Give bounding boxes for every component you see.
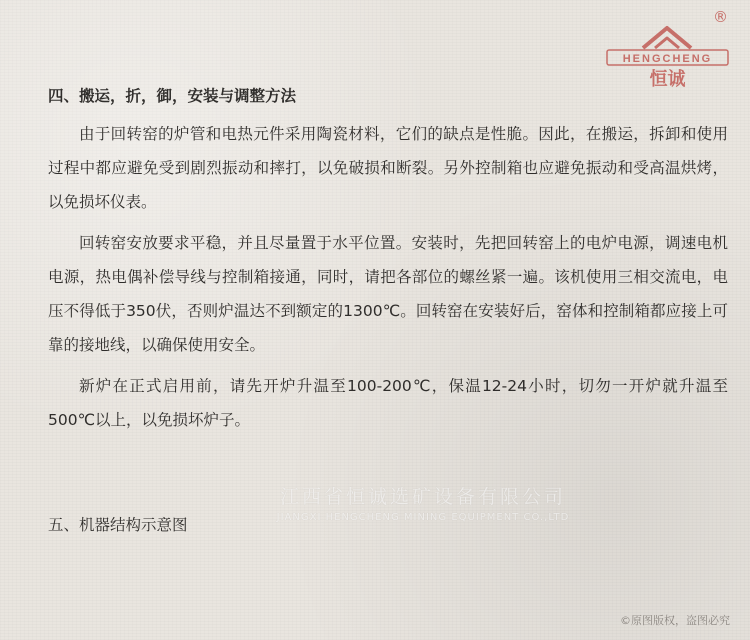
registered-mark: ® bbox=[713, 8, 728, 26]
company-watermark bbox=[258, 482, 588, 523]
logo-chinese-text: 恒诚 bbox=[649, 69, 686, 88]
brand-logo bbox=[605, 10, 730, 88]
paragraph-first-use: 新炉在正式启用前，请先开炉升温至100-200℃，保温12-24小时，切勿一开炉就升温至500℃以上，以免损坏炉子。 bbox=[48, 377, 728, 429]
watermark-company-name: 江西省恒诚选矿设备有限公司 bbox=[279, 486, 566, 508]
section-5-heading: 五、机器结构示意图 bbox=[48, 516, 188, 534]
logo-latin-text: HENGCHENG bbox=[622, 53, 713, 65]
paragraph-installation: 回转窑安放要求平稳，并且尽量置于水平位置。安装时，先把回转窑上的电炉电源，调速电机电源，热电偶补偿导线与控制箱接通，同时，请把各部位的螺丝紧一遍。该机使用三相交流电，电压不得低于350伏，否则炉温达不到额定的1300℃。回转窑在安装好后，窑体和控制箱都应接上可靠的接地线，以确保使用安全。 bbox=[48, 234, 728, 354]
section-4-heading: 四、搬运，折，御，安装与调整方法 bbox=[48, 87, 297, 105]
watermark-company-english: JIANGXI HENGCHENG MINING EQUIPMENT CO.,LTD bbox=[276, 512, 570, 523]
copyright-notice: ©原图版权，盗图必究 bbox=[620, 614, 730, 627]
paragraph-handling: 由于回转窑的炉管和电热元件采用陶瓷材料，它们的缺点是性脆。因此，在搬运，拆卸和使用过程中都应避免受到剧烈振动和摔打，以免破损和断裂。另外控制箱也应避免振动和受高温烘烤，以免损坏仪表。 bbox=[48, 125, 728, 211]
document-body bbox=[48, 86, 728, 437]
logo-mark-icon bbox=[605, 10, 730, 88]
